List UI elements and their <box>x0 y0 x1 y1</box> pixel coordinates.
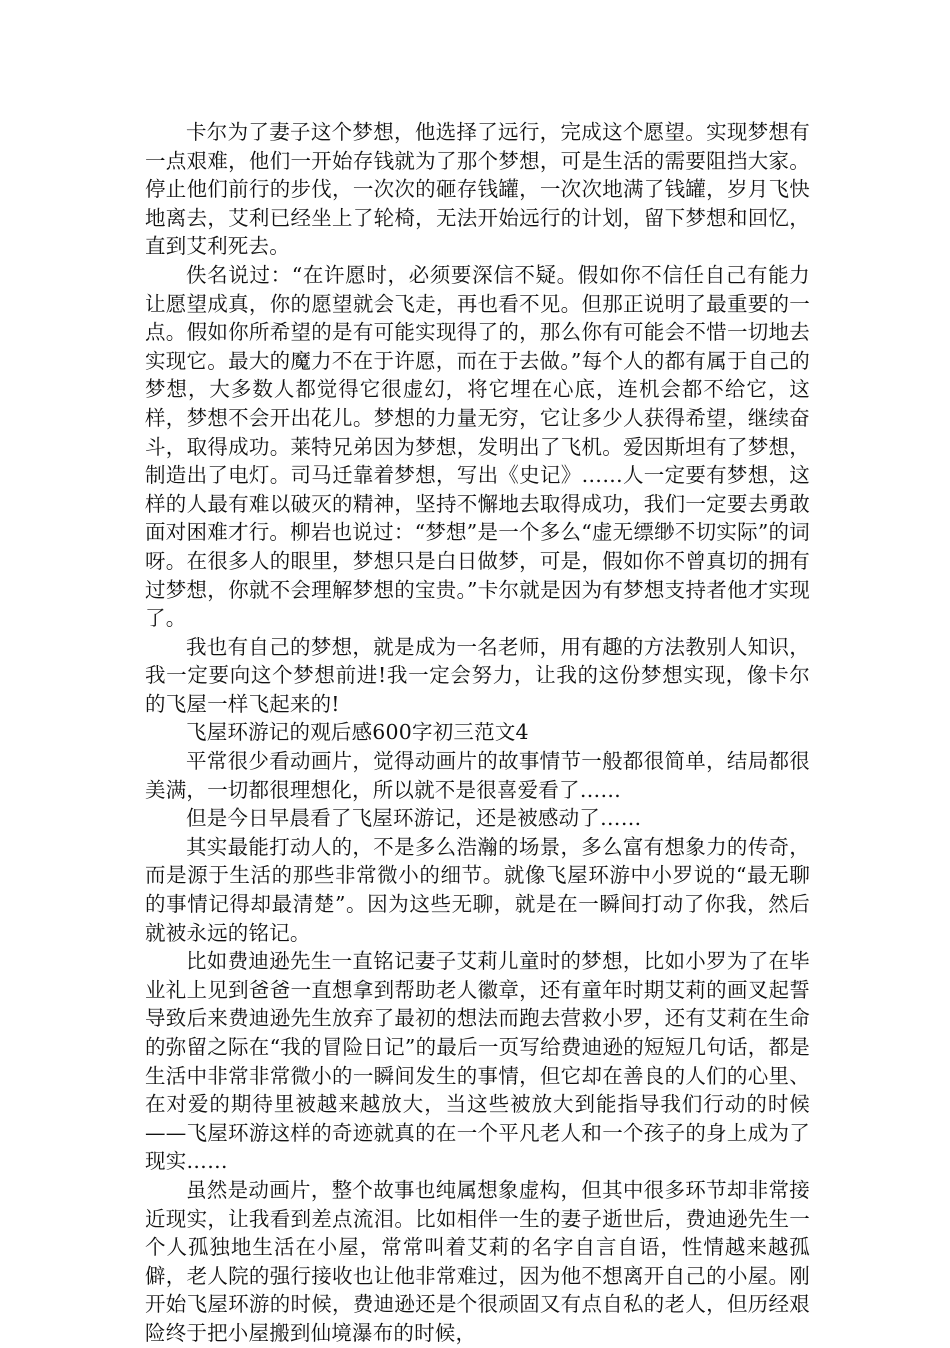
paragraph-examples: 比如费迪逊先生一直铭记妻子艾莉儿童时的梦想，比如小罗为了在毕业礼上见到爸爸一直想拿到帮助老人徽章，还有童年时期艾莉的画叉起誓导致后来费迪逊先生放弃了最初的想法而跑去营救小罗，还有艾莉在生命的弥留之际在“我的冒险日记”的最后一页写给费迪逊的短短几句话，都是生活中非常非常微小的一瞬间发生的事情，但它却在善良的人们的心里、在对爱的期待里被越来越放大，当这些被放大到能指导我们行动的时候——飞屋环游这样的奇迹就真的在一个平凡老人和一个孩子的身上成为了现实…… <box>145 949 810 1174</box>
paragraph-dream-quotes: 佚名说过：“在许愿时，必须要深信不疑。假如你不信任自己有能力让愿望成真，你的愿望就会飞走，再也看不见。但那正说明了最重要的一点。假如你所希望的是有可能实现得了的，那么你有可能会不惜一切地去实现它。最大的魔力不在于许愿，而在于去做。”每个人的都有属于自己的梦想，大多数人都觉得它很虚幻，将它埋在心底，连机会都不给它，这样，梦想不会开出花儿。梦想的力量无穷，它让多少人获得希望，继续奋斗，取得成功。莱特兄弟因为梦想，发明出了飞机。爱因斯坦有了梦想，制造出了电灯。司马迁靠着梦想，写出《史记》……人一定要有梦想，这样的人最有难以破灭的精神，坚持不懈地去取得成功，我们一定要去勇敢面对困难才行。柳岩也说过：“梦想”是一个多么“虚无缥缈不切实际”的词呀。在很多人的眼里，梦想只是白日做梦，可是，假如你不曾真切的拥有过梦想，你就不会理解梦想的宝贵。”卡尔就是因为有梦想支持者他才实现了。 <box>145 262 810 631</box>
paragraph-my-dream: 我也有自己的梦想，就是成为一名老师，用有趣的方法教别人知识，我一定要向这个梦想前进!我一定会努力，让我的这份梦想实现，像卡尔的飞屋一样飞起来的! <box>145 634 810 716</box>
section-heading: 飞屋环游记的观后感600字初三范文4 <box>186 720 529 745</box>
paragraph-realism: 虽然是动画片，整个故事也纯属想象虚构，但其中很多环节却非常接近现实，让我看到差点流泪。比如相伴一生的妻子逝世后，费迪逊先生一个人孤独地生活在小屋，常常叫着艾莉的名字自言自语，性情越来越孤僻，老人院的强行接收也让他非常难过，因为他不想离开自己的小屋。刚开始飞屋环游的时候，费迪逊还是个很顽固又有点自私的老人，但历经艰险终于把小屋搬到仙境瀑布的时候， <box>145 1177 810 1345</box>
paragraph-carl-journey: 卡尔为了妻子这个梦想，他选择了远行，完成这个愿望。实现梦想有一点艰难，他们一开始存钱就为了那个梦想，可是生活的需要阻挡大家。停止他们前行的步伐，一次次的砸存钱罐，一次次地满了钱罐，岁月飞快地离去，艾利已经坐上了轮椅，无法开始远行的计划，留下梦想和回忆，直到艾利死去。 <box>145 120 810 259</box>
paragraph-details: 其实最能打动人的，不是多么浩瀚的场景，多么富有想象力的传奇，而是源于生活的那些非常微小的细节。就像飞屋环游中小罗说的“最无聊的事情记得却最清楚”。因为这些无聊，就是在一瞬间打动了你我，然后就被永远的铭记。 <box>145 834 810 945</box>
document-body <box>145 118 810 1348</box>
paragraph-moved: 但是今日早晨看了飞屋环游记，还是被感动了…… <box>186 806 642 831</box>
paragraph-cartoons: 平常很少看动画片，觉得动画片的故事情节一般都很简单，结局都很美满，一切都很理想化，所以就不是很喜爱看了…… <box>145 749 810 802</box>
